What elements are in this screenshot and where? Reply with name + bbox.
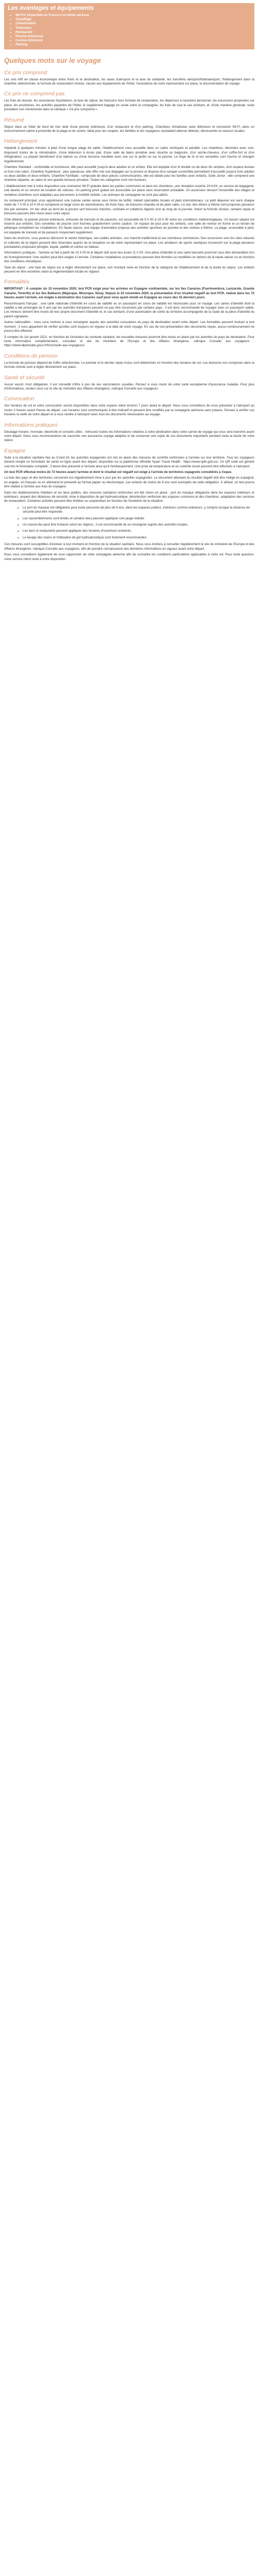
section-paragraph: Séjour dans un hôtel de bord de mer doté d'une piscine extérieure, d'un restaurant et d'un parking. Chambres climatisées avec télévision et connexion Wi-Fi, dans un environnement calme à proximité de la plage et du centre. Idéal pour les couples, les familles et les voyageurs souhaitant alterner détente, découvertes et saveurs locales.: [4, 125, 254, 133]
section: [4, 422, 254, 443]
section: [4, 353, 254, 370]
section-paragraph: Dans les environs, vous pourrez découvrir le centre historique, ses ruelles animées, son marché traditionnel et ses nombreux commerces. Des excursions vers les sites naturels et culturels de la région peuvent être réservées auprès de la réception ou de notre représentant sur place. Les amateurs de sports nautiques trouveront sur la plage plusieurs prestataires proposant plongée, kayak, paddle et sorties en bateau.: [4, 236, 254, 249]
section-title: Santé et sécurité: [4, 374, 45, 381]
section: [4, 279, 254, 348]
bullet-item: • Le port du masque est obligatoire pour toute personne de plus de 6 ans, dans les espaces publics, intérieurs comme extérieurs, y compris lorsque la distance de sécurité peut être respectée.: [23, 506, 254, 515]
advantage-item: • Wi-Fi® disponible en France à la même adresse: [15, 13, 251, 18]
section-paragraph: Dans les établissements hôteliers et les lieux publics, des mesures sanitaires renforcées ont été mises en place : port du masque obligatoire dans les espaces intérieurs et extérieurs, respect des distances de sécurité, mise à disposition de gel hydroalcoolique, désinfection renforcée des espaces communs et des chambres, adaptation des services de restauration. Certaines activités peuvent être limitées ou suspendues en fonction de l'évolution de la situation.: [4, 490, 254, 503]
section-paragraph: La liste des pays et des territoires concernés est régulièrement mise à jour par les autorités espagnoles. Le document attestant du résultat négatif doit être rédigé en espagnol, en anglais, en français ou en allemand et présenté au format papier ou électronique. Les enfants de moins de 6 ans sont exemptés de cette obligation. À défaut, un test pourra être réalisé à l'arrivée aux frais du voyageur.: [4, 476, 254, 489]
section-title: Hébergement: [4, 138, 37, 145]
section-title: Formalités: [4, 279, 30, 285]
section: [4, 375, 254, 392]
section-paragraph: Décalage horaire, monnaie, électricité et conseils utiles : retrouvez toutes les informations relatives à votre destination dans votre carnet de voyage qui vous sera transmis avant votre départ. Nous vous recommandons de souscrire une assurance voyage adaptée et de conserver une copie de vos documents importants pendant toute la durée de votre séjour.: [4, 430, 254, 443]
section: [4, 70, 254, 87]
section-paragraph: Nous vous conseillons également de vous rapprocher de votre compagnie aérienne afin de connaître les conditions particulières applicables à votre vol. Pour toute question, notre service client reste à votre disposition.: [4, 553, 254, 561]
section-paragraph: Ces mesures sont susceptibles d'évoluer à tout moment en fonction de la situation sanitaire. Nous vous invitons à consulter régulièrement le site du ministère de l'Europe et des Affaires étrangères, rubrique Conseils aux voyageurs, afin de prendre connaissance des dernières informations en vigueur avant votre départ.: [4, 543, 254, 551]
section-title: Ce prix comprend: [4, 69, 47, 76]
section-paragraph: Implanté à quelques minutes à pied d'une longue plage de sable, l'établissement vous accueille dans un cadre verdoyant et paisible. Les chambres, décorées avec soin, disposent toutes de la climatisation, d'une télévision à écran plat, d'une salle de bains privative avec douche ou baignoire, d'un sèche-cheveux, d'un coffre-fort et d'un réfrigérateur. La plupart bénéficient d'un balcon ou d'une terrasse meublée avec vue sur le jardin ou sur la piscine. Le linge de lit et les serviettes sont fournis et changés régulièrement.: [4, 146, 254, 163]
section: [4, 138, 254, 274]
section-title: Ce prix ne comprend pas: [4, 91, 65, 97]
page: [0, 3, 258, 562]
section-paragraph: Les frais de dossier, les assurances facultatives, la taxe de séjour, les boissons hors formule de restauration, les dépenses à caractère personnel, les excursions proposées sur place, les pourboires, les activités payantes de l'hôtel, le supplément bagage en soute selon la compagnie, les frais de visa le cas échéant, et, d'une manière générale, toute prestation non mentionnée dans la rubrique « Ce prix comprend ».: [4, 99, 254, 112]
section-paragraph: À compter du 1er janvier 2021, en fonction de l'évolution du contexte sanitaire, de nouvelles mesures pourront être mises en place par les autorités du pays de destination. Pour toute information complémentaire, consultez le site du ministère de l'Europe et des Affaires étrangères, rubrique Conseils aux voyageurs : https://www.diplomatie.gouv.fr/fr/conseils-aux-voyageurs/.: [4, 335, 254, 348]
section-paragraph: Un test PCR effectué moins de 72 heures avant l'arrivée et dont le résultat est négatif est exigé à l'arrivée de territoires espagnols considérés à risque.: [4, 470, 232, 474]
section-paragraph: La formule de pension dépend de l'offre sélectionnée. Le premier et le dernier repas inclus sont déterminés en fonction des horaires de vol. Les boissons non comprises dans la formule choisie sont à régler directement sur place.: [4, 361, 254, 369]
section-paragraph: Chambre Standard : confortable et lumineuse, elle peut accueillir jusqu'à deux adultes et un enfant. Elle est équipée d'un lit double ou de deux lits simples, d'un espace bureau et d'un coin salon. Chambre Supérieure : plus spacieuse, elle offre une vue dégagée sur la piscine et dispose d'un canapé convertible permettant d'accueillir jusqu'à trois adultes ou deux adultes et deux enfants. Chambre Familiale : composée de deux pièces communicantes, elle est idéale pour les familles avec enfants. Suite Junior : elle comprend une chambre séparée, un salon et une grande terrasse privative. Toutes les catégories sont non-fumeurs.: [4, 165, 254, 182]
section: [4, 117, 254, 134]
bullet-item: • Le lavage des mains et l'utilisation de gel hydroalcoolique sont fortement recommandés.: [23, 536, 254, 540]
section-paragraph: Autres nationalités : nous vous invitons à vous renseigner auprès des autorités consulaires du pays de destination avant votre départ. Les formalités peuvent évoluer à tout moment ; il vous appartient de vérifier qu'elles sont toujours en vigueur à la date de votre voyage. En cas de non-présentation des documents requis, aucun remboursement ne pourra être effectué.: [4, 320, 254, 333]
bullet-item: • Les rassemblements sont limités et certains lieux peuvent appliquer une jauge réduite.: [23, 517, 254, 521]
section-title: Informations pratiques: [4, 421, 58, 428]
section-paragraph: Les vols A/R en classe économique entre Paris et la destination, les taxes d'aéroport et la taxe de solidarité, les transferts aéroport/hôtel/aéroport, l'hébergement dans la chambre sélectionnée, la formule de restauration choisie, l'accès aux équipements de l'hôtel, l'assistance de notre représentant sur place, la documentation de voyage.: [4, 77, 254, 86]
section-paragraph: L'établissement met à votre disposition une connexion Wi-Fi gratuite dans les parties communes et dans les chambres, une réception ouverte 24 h/24, un service de bagagerie, une laverie et un service de location de voitures. Un parking privé gratuit est accessible sur place sans réservation préalable. Un ascenseur dessert l'ensemble des étages et certaines chambres sont adaptées aux personnes à mobilité réduite. Les animaux de compagnie ne sont pas admis.: [4, 184, 254, 197]
section-bullets: [4, 506, 254, 540]
advantage-item: • Parking: [15, 43, 251, 47]
section-paragraph: Ressortissants français : une carte nationale d'identité en cours de validité ou un passeport en cours de validité est nécessaire pour ce voyage. Les cartes d'identité dont la validité a été prolongée de 5 ans par les autorités françaises peuvent ne pas être reconnues par certains pays ; il est donc recommandé de voyager avec un passeport valide. Les mineurs doivent être munis de leur propre document d'identité et, le cas échéant, d'une autorisation de sortie du territoire accompagnée de la copie de la pièce d'identité du parent signataire.: [4, 301, 254, 318]
advantage-item: • Télévision: [15, 26, 251, 30]
section-paragraph: Côté détente, la grande piscine extérieure, entourée de transats et de parasols, est accessible de 9 h 00 à 19 h 00 selon les conditions météorologiques. Un bassin séparé est réservé aux enfants. Des serviettes de piscine sont fournies gratuitement contre caution. Un espace de jeux pour les enfants, une salle de remise en forme et un terrain de pétanque complètent les installations. En haute saison, une équipe d'animation propose des activités sportives en journée et des soirées à thème. La plage, accessible à pied, est équipée de transats et de parasols moyennant supplément.: [4, 217, 254, 234]
section-paragraph: Suite à la situation sanitaire liée au Covid-19, les autorités espagnoles ont mis en place des mesures de contrôle renforcées à l'arrivée sur leur territoire. Tous les voyageurs doivent remplir un formulaire de santé en ligne avant leur départ, disponible sur la plateforme officielle Spain Travel Health : https://www.spth.gob.es/. Un QR code est généré une fois le formulaire complété ; il devra être présenté à l'arrivée ainsi qu'à l'embarquement. Une prise de température et un contrôle visuel peuvent être effectués à l'aéroport.: [4, 455, 254, 468]
advantages-banner: [4, 3, 254, 49]
bullet-item: • Un couvre-feu peut être instauré selon les régions ; il est recommandé de se renseigner auprès des autorités locales.: [23, 523, 254, 527]
advantage-item: • Cuisine intérieure: [15, 39, 251, 43]
section: [4, 91, 254, 112]
section-paragraph: Vos horaires de vol et votre convocation seront disponibles dans votre espace client environ 7 jours avant le départ. Nous vous conseillons de vous présenter à l'aéroport au moins 2 heures avant l'heure de départ. Les horaires sont communiqués à titre indicatif et peuvent être modifiés par la compagnie aérienne sans préavis. Pensez à vérifier vos horaires la veille de votre départ et à vous rendre à l'aéroport avec tous les documents nécessaires au voyage.: [4, 404, 254, 417]
section-paragraph: Au restaurant principal, vous apprécierez une cuisine variée servie sous forme de buffet, mêlant spécialités locales et plats internationaux. Le petit déjeuner est servi chaque matin de 7 h 00 à 10 h 00 et comprend un large choix de viennoiseries, de fruits frais, de boissons chaudes et de plats salés. Le soir, des dîners à thème sont proposés plusieurs fois par semaine. Un bar situé au bord de la piscine sert boissons fraîches, cocktails et collations légères tout au long de la journée. Selon la formule choisie, certains repas et boissons peuvent être inclus dans votre séjour.: [4, 198, 254, 216]
faq-title: Quelques mots sur le voyage: [4, 56, 101, 64]
advantages-list: [8, 13, 251, 47]
advantage-item: • Piscine extérieure: [15, 35, 251, 39]
section-title: Convocation: [4, 396, 35, 402]
advantage-item: • Restaurant: [15, 30, 251, 35]
sections: [4, 70, 254, 562]
section: [4, 448, 254, 562]
section-paragraph: Informations pratiques : l'arrivée se fait à partir de 15 h 00 et le départ doit avoir lieu avant 11 h 00. Une pièce d'identité et une carte bancaire pourront vous être demandées lors de l'enregistrement. Une caution peut être exigée à l'arrivée. Certaines installations et prestations peuvent être fermées ou modifiées en dehors de la haute saison ou en fonction des conditions climatiques.: [4, 251, 254, 264]
section: [4, 396, 254, 417]
section-title: Conditions de pension: [4, 352, 58, 359]
advantages-title: Les avantages et équipements: [8, 5, 94, 11]
advantage-item: • Climatisation: [15, 22, 251, 26]
section-paragraph: Taxe de séjour : une taxe de séjour est à régler directement sur place, son montant varie en fonction de la catégorie de l'établissement et de la durée du séjour. Les enfants peuvent en être exonérés selon la réglementation locale en vigueur.: [4, 265, 254, 274]
section-title: Espagne: [4, 447, 26, 454]
bullet-item: • Les bars et restaurants peuvent appliquer des horaires d'ouverture restreints.: [23, 529, 254, 533]
advantage-item: • Chauffage: [15, 18, 251, 22]
section-paragraph: Aucun vaccin n'est obligatoire. Il est conseillé d'être à jour de ses vaccinations usuelles. Pensez à vous munir de votre carte européenne d'assurance maladie. Pour plus d'informations, rendez-vous sur le site du ministère des Affaires étrangères, rubrique Conseils aux voyageurs.: [4, 382, 254, 391]
section-lead: IMPORTANT : À compter du 15 novembre 2020, test PCR exigé pour les arrivées en Espagne continentale, sur les îles Canaries (Fuerteventura, Lanzarote, Grande Canarie, Tenerife) et les îles Baléares (Majorque, Minorque, Ibiza). Depuis le 23 novembre 2020, la présentation d'un résultat négatif au test PCR, réalisé dans les 72 heures avant l'arrivée, est exigée à destination des Canaries sauf pour ceux ayant résidé en Espagne au cours des 15 derniers jours.: [4, 287, 254, 300]
section-title: Résumé: [4, 116, 25, 123]
